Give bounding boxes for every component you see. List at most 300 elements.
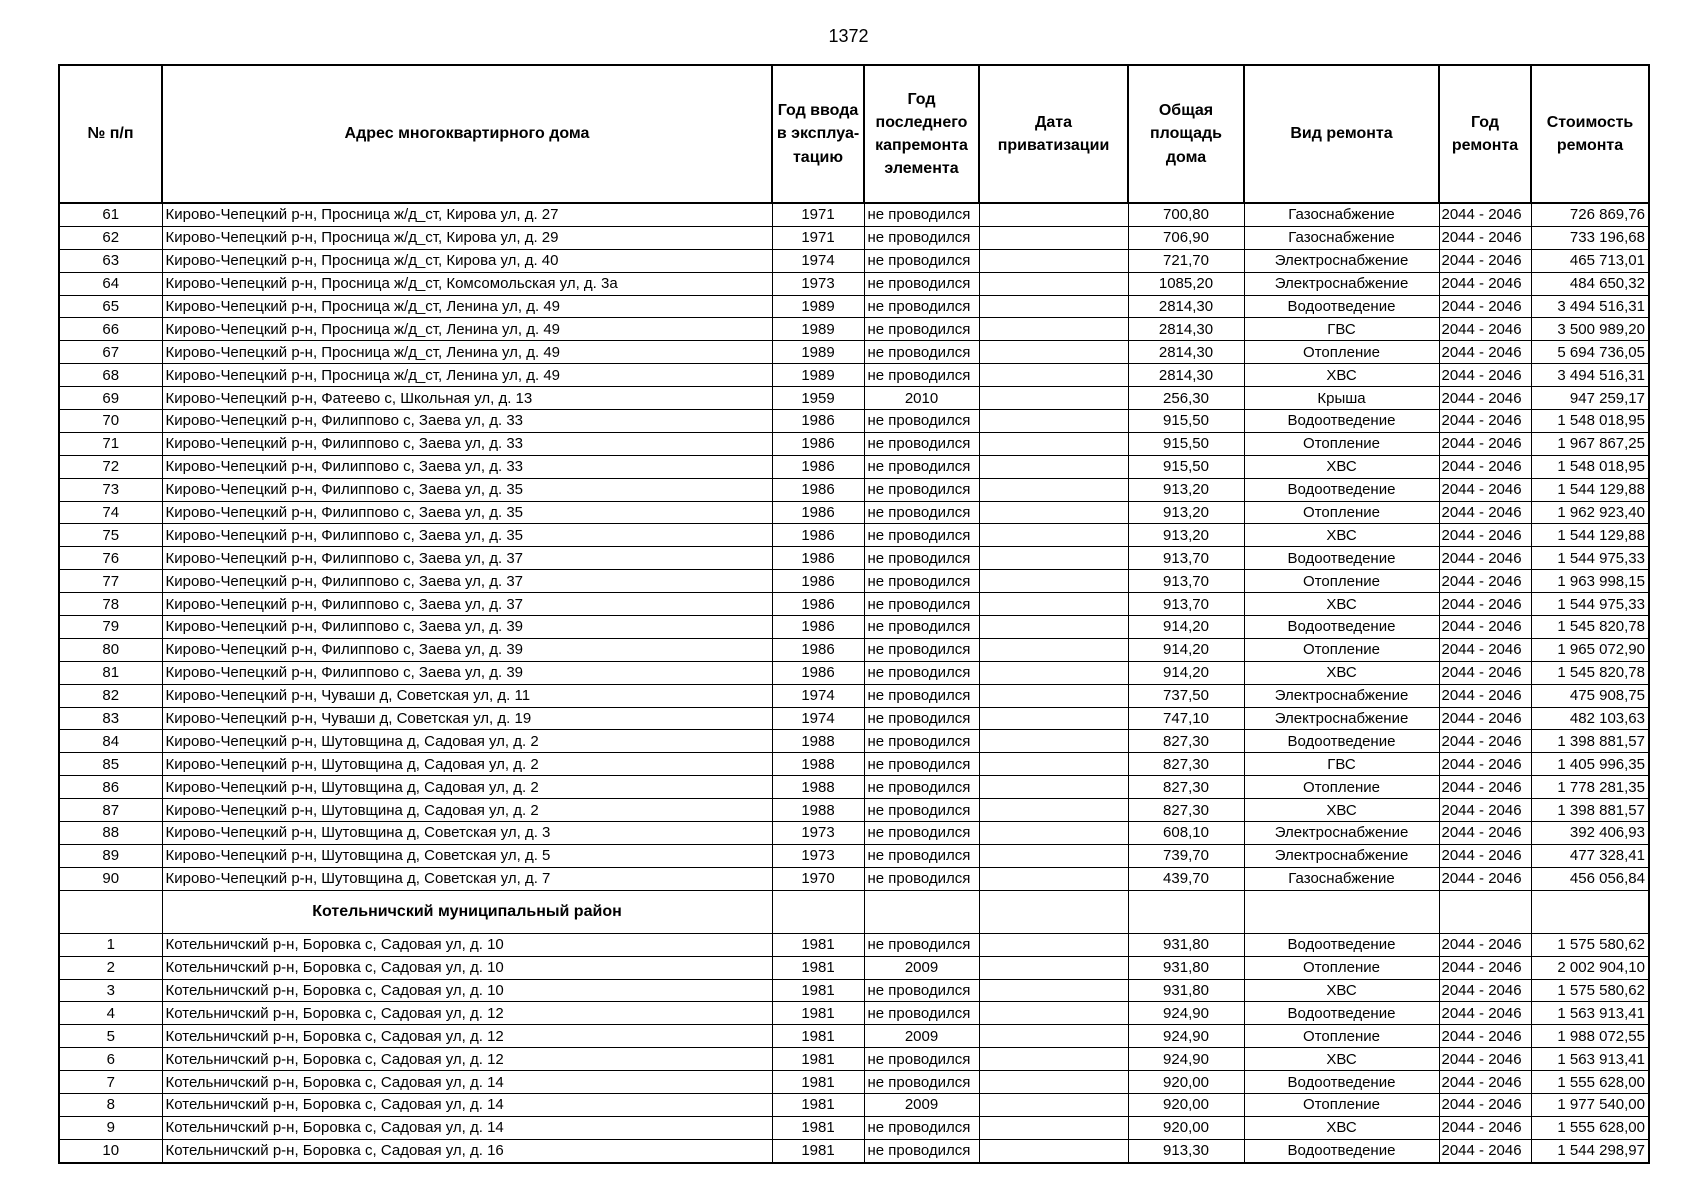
row-last-repair: не проводился: [864, 524, 979, 547]
row-year-commission: 1989: [772, 364, 864, 387]
row-privatization: [979, 341, 1128, 364]
row-year-commission: 1986: [772, 661, 864, 684]
row-cost: 1 778 281,35: [1531, 776, 1649, 799]
row-repair-period: 2044 - 2046: [1439, 570, 1531, 593]
row-cost: 1 977 540,00: [1531, 1093, 1649, 1116]
row-last-repair: не проводился: [864, 1002, 979, 1025]
row-year-commission: 1981: [772, 979, 864, 1002]
row-area: 920,00: [1128, 1093, 1244, 1116]
row-cost: 1 548 018,95: [1531, 455, 1649, 478]
header-privatization: Дата приватизации: [979, 65, 1128, 203]
row-repair-type: ХВС: [1244, 1048, 1439, 1071]
row-address: Котельничский р-н, Боровка с, Садовая ул, д. 12: [162, 1048, 772, 1071]
row-cost: 1 544 975,33: [1531, 593, 1649, 616]
row-repair-period: 2044 - 2046: [1439, 1093, 1531, 1116]
row-repair-type: Газоснабжение: [1244, 867, 1439, 890]
row-number: 89: [59, 844, 162, 867]
row-number: 63: [59, 249, 162, 272]
row-privatization: [979, 455, 1128, 478]
row-year-commission: 1981: [772, 1048, 864, 1071]
row-area: 2814,30: [1128, 318, 1244, 341]
row-privatization: [979, 979, 1128, 1002]
row-repair-period: 2044 - 2046: [1439, 547, 1531, 570]
table-row: [59, 524, 1649, 547]
row-repair-type: Электроснабжение: [1244, 822, 1439, 845]
row-repair-type: ХВС: [1244, 455, 1439, 478]
row-repair-period: 2044 - 2046: [1439, 661, 1531, 684]
row-repair-type: Отопление: [1244, 638, 1439, 661]
row-area: 747,10: [1128, 707, 1244, 730]
row-repair-type: Отопление: [1244, 341, 1439, 364]
row-last-repair: 2009: [864, 1093, 979, 1116]
row-last-repair: не проводился: [864, 272, 979, 295]
row-privatization: [979, 933, 1128, 956]
row-number: 61: [59, 203, 162, 226]
row-last-repair: не проводился: [864, 295, 979, 318]
section-cell-empty: [864, 890, 979, 933]
row-area: 721,70: [1128, 249, 1244, 272]
table-row: [59, 867, 1649, 890]
row-repair-type: Отопление: [1244, 501, 1439, 524]
row-last-repair: не проводился: [864, 933, 979, 956]
table-row: [59, 1048, 1649, 1071]
row-address: Кирово-Чепецкий р-н, Филиппово с, Заева ул, д. 33: [162, 410, 772, 433]
row-cost: 1 563 913,41: [1531, 1002, 1649, 1025]
row-repair-period: 2044 - 2046: [1439, 203, 1531, 226]
row-last-repair: не проводился: [864, 776, 979, 799]
section-body: [59, 890, 1649, 933]
row-privatization: [979, 387, 1128, 410]
page-number: 1372: [828, 26, 869, 46]
row-number: 68: [59, 364, 162, 387]
table-row: [59, 387, 1649, 410]
row-repair-period: 2044 - 2046: [1439, 455, 1531, 478]
row-last-repair: не проводился: [864, 203, 979, 226]
row-last-repair: 2010: [864, 387, 979, 410]
header-repair-type: Вид ремонта: [1244, 65, 1439, 203]
row-repair-period: 2044 - 2046: [1439, 753, 1531, 776]
row-cost: 477 328,41: [1531, 844, 1649, 867]
table-row: [59, 478, 1649, 501]
row-repair-period: 2044 - 2046: [1439, 1048, 1531, 1071]
row-privatization: [979, 1116, 1128, 1139]
row-area: 914,20: [1128, 616, 1244, 639]
row-last-repair: не проводился: [864, 547, 979, 570]
row-address: Кирово-Чепецкий р-н, Шутовщина д, Садовая ул, д. 2: [162, 799, 772, 822]
row-area: 913,20: [1128, 501, 1244, 524]
table-row: [59, 249, 1649, 272]
header-year-commission: Год ввода в эксплуа-тацию: [772, 65, 864, 203]
header-last-repair: Год последнего капремонта элемента: [864, 65, 979, 203]
row-address: Кирово-Чепецкий р-н, Филиппово с, Заева ул, д. 37: [162, 570, 772, 593]
row-area: 913,70: [1128, 570, 1244, 593]
row-cost: 475 908,75: [1531, 684, 1649, 707]
row-last-repair: не проводился: [864, 455, 979, 478]
row-year-commission: 1981: [772, 956, 864, 979]
row-area: 739,70: [1128, 844, 1244, 867]
row-last-repair: не проводился: [864, 1139, 979, 1162]
table-row: [59, 638, 1649, 661]
row-last-repair: не проводился: [864, 616, 979, 639]
row-repair-type: Водоотведение: [1244, 410, 1439, 433]
row-repair-period: 2044 - 2046: [1439, 933, 1531, 956]
row-number: 80: [59, 638, 162, 661]
header-cost: Стоимость ремонта: [1531, 65, 1649, 203]
row-number: 81: [59, 661, 162, 684]
row-cost: 1 545 820,78: [1531, 616, 1649, 639]
section-cell-empty: [772, 890, 864, 933]
row-number: 4: [59, 1002, 162, 1025]
table-row: [59, 226, 1649, 249]
row-number: 86: [59, 776, 162, 799]
row-area: 700,80: [1128, 203, 1244, 226]
row-repair-type: Отопление: [1244, 432, 1439, 455]
row-year-commission: 1971: [772, 226, 864, 249]
row-cost: 1 965 072,90: [1531, 638, 1649, 661]
row-privatization: [979, 364, 1128, 387]
row-repair-type: Отопление: [1244, 1093, 1439, 1116]
row-cost: 1 544 298,97: [1531, 1139, 1649, 1162]
row-number: 84: [59, 730, 162, 753]
row-year-commission: 1974: [772, 707, 864, 730]
row-last-repair: не проводился: [864, 979, 979, 1002]
table-row: [59, 455, 1649, 478]
row-year-commission: 1989: [772, 295, 864, 318]
row-repair-period: 2044 - 2046: [1439, 616, 1531, 639]
row-address: Кирово-Чепецкий р-н, Филиппово с, Заева ул, д. 33: [162, 432, 772, 455]
row-last-repair: не проводился: [864, 249, 979, 272]
row-privatization: [979, 410, 1128, 433]
row-address: Котельничский р-н, Боровка с, Садовая ул, д. 16: [162, 1139, 772, 1162]
table-row: [59, 730, 1649, 753]
row-privatization: [979, 1002, 1128, 1025]
row-number: 87: [59, 799, 162, 822]
row-area: 913,70: [1128, 593, 1244, 616]
row-year-commission: 1988: [772, 799, 864, 822]
row-repair-type: Газоснабжение: [1244, 226, 1439, 249]
row-repair-type: Отопление: [1244, 956, 1439, 979]
row-cost: 726 869,76: [1531, 203, 1649, 226]
row-repair-period: 2044 - 2046: [1439, 956, 1531, 979]
row-area: 737,50: [1128, 684, 1244, 707]
row-number: 3: [59, 979, 162, 1002]
row-address: Котельничский р-н, Боровка с, Садовая ул, д. 10: [162, 979, 772, 1002]
row-address: Кирово-Чепецкий р-н, Филиппово с, Заева ул, д. 33: [162, 455, 772, 478]
row-number: 8: [59, 1093, 162, 1116]
table-row: [59, 822, 1649, 845]
row-number: 69: [59, 387, 162, 410]
row-address: Кирово-Чепецкий р-н, Шутовщина д, Советская ул, д. 3: [162, 822, 772, 845]
row-last-repair: не проводился: [864, 799, 979, 822]
section-cell-empty: [1439, 890, 1531, 933]
row-privatization: [979, 616, 1128, 639]
table-row: [59, 501, 1649, 524]
row-repair-type: ГВС: [1244, 318, 1439, 341]
table-row: [59, 1116, 1649, 1139]
row-area: 913,70: [1128, 547, 1244, 570]
row-address: Котельничский р-н, Боровка с, Садовая ул, д. 12: [162, 1002, 772, 1025]
row-repair-type: ХВС: [1244, 1116, 1439, 1139]
row-cost: 1 967 867,25: [1531, 432, 1649, 455]
repair-schedule-table: [58, 64, 1650, 1164]
row-last-repair: не проводился: [864, 432, 979, 455]
section-cell-empty: [1531, 890, 1649, 933]
row-cost: 3 494 516,31: [1531, 295, 1649, 318]
row-area: 2814,30: [1128, 341, 1244, 364]
row-area: 913,20: [1128, 478, 1244, 501]
table-row: [59, 707, 1649, 730]
row-privatization: [979, 226, 1128, 249]
row-address: Котельничский р-н, Боровка с, Садовая ул, д. 14: [162, 1093, 772, 1116]
row-repair-period: 2044 - 2046: [1439, 478, 1531, 501]
row-area: 924,90: [1128, 1048, 1244, 1071]
row-year-commission: 1989: [772, 318, 864, 341]
table-row: [59, 432, 1649, 455]
row-privatization: [979, 1093, 1128, 1116]
row-privatization: [979, 844, 1128, 867]
table-row: [59, 776, 1649, 799]
row-area: 924,90: [1128, 1025, 1244, 1048]
row-repair-type: Водоотведение: [1244, 1002, 1439, 1025]
row-address: Кирово-Чепецкий р-н, Шутовщина д, Советская ул, д. 5: [162, 844, 772, 867]
row-year-commission: 1986: [772, 501, 864, 524]
row-repair-type: Водоотведение: [1244, 547, 1439, 570]
row-last-repair: не проводился: [864, 318, 979, 341]
row-address: Кирово-Чепецкий р-н, Филиппово с, Заева ул, д. 35: [162, 478, 772, 501]
row-repair-period: 2044 - 2046: [1439, 822, 1531, 845]
row-repair-type: Электроснабжение: [1244, 272, 1439, 295]
section-title: Котельничский муниципальный район: [162, 890, 772, 933]
row-address: Кирово-Чепецкий р-н, Филиппово с, Заева ул, д. 37: [162, 593, 772, 616]
row-area: 827,30: [1128, 753, 1244, 776]
row-repair-period: 2044 - 2046: [1439, 272, 1531, 295]
row-repair-period: 2044 - 2046: [1439, 1025, 1531, 1048]
row-area: 920,00: [1128, 1071, 1244, 1094]
row-repair-type: ХВС: [1244, 799, 1439, 822]
row-area: 915,50: [1128, 432, 1244, 455]
row-repair-type: Электроснабжение: [1244, 684, 1439, 707]
row-year-commission: 1981: [772, 1093, 864, 1116]
row-last-repair: не проводился: [864, 730, 979, 753]
row-cost: 3 494 516,31: [1531, 364, 1649, 387]
row-cost: 733 196,68: [1531, 226, 1649, 249]
header-num: № п/п: [59, 65, 162, 203]
row-address: Кирово-Чепецкий р-н, Филиппово с, Заева ул, д. 35: [162, 501, 772, 524]
row-number: 1: [59, 933, 162, 956]
row-area: 924,90: [1128, 1002, 1244, 1025]
row-year-commission: 1986: [772, 616, 864, 639]
row-address: Кирово-Чепецкий р-н, Чуваши д, Советская ул, д. 19: [162, 707, 772, 730]
row-year-commission: 1988: [772, 753, 864, 776]
row-last-repair: не проводился: [864, 684, 979, 707]
table-row: [59, 844, 1649, 867]
row-repair-type: Водоотведение: [1244, 1139, 1439, 1162]
row-repair-type: ХВС: [1244, 661, 1439, 684]
row-address: Котельничский р-н, Боровка с, Садовая ул, д. 10: [162, 933, 772, 956]
header-area: Общая площадь дома: [1128, 65, 1244, 203]
row-last-repair: не проводился: [864, 638, 979, 661]
row-last-repair: не проводился: [864, 570, 979, 593]
row-privatization: [979, 295, 1128, 318]
row-number: 65: [59, 295, 162, 318]
row-number: 88: [59, 822, 162, 845]
row-year-commission: 1959: [772, 387, 864, 410]
row-repair-type: Электроснабжение: [1244, 707, 1439, 730]
row-privatization: [979, 478, 1128, 501]
row-area: 931,80: [1128, 933, 1244, 956]
row-repair-period: 2044 - 2046: [1439, 707, 1531, 730]
row-cost: 1 555 628,00: [1531, 1116, 1649, 1139]
row-last-repair: не проводился: [864, 364, 979, 387]
row-privatization: [979, 1071, 1128, 1094]
row-last-repair: 2009: [864, 1025, 979, 1048]
table-row: [59, 933, 1649, 956]
row-year-commission: 1986: [772, 547, 864, 570]
row-repair-type: Водоотведение: [1244, 933, 1439, 956]
row-number: 6: [59, 1048, 162, 1071]
table-row: [59, 1002, 1649, 1025]
row-number: 64: [59, 272, 162, 295]
row-area: 920,00: [1128, 1116, 1244, 1139]
row-repair-period: 2044 - 2046: [1439, 867, 1531, 890]
row-repair-period: 2044 - 2046: [1439, 318, 1531, 341]
row-repair-period: 2044 - 2046: [1439, 1116, 1531, 1139]
table-row: [59, 410, 1649, 433]
row-cost: 484 650,32: [1531, 272, 1649, 295]
row-address: Котельничский р-н, Боровка с, Садовая ул, д. 10: [162, 956, 772, 979]
row-cost: 1 575 580,62: [1531, 933, 1649, 956]
row-privatization: [979, 272, 1128, 295]
table-body-part2: [59, 933, 1649, 1162]
row-cost: 1 544 129,88: [1531, 524, 1649, 547]
row-address: Кирово-Чепецкий р-н, Филиппово с, Заева ул, д. 39: [162, 661, 772, 684]
row-cost: 1 405 996,35: [1531, 753, 1649, 776]
row-cost: 3 500 989,20: [1531, 318, 1649, 341]
row-privatization: [979, 547, 1128, 570]
row-privatization: [979, 1025, 1128, 1048]
row-privatization: [979, 524, 1128, 547]
table-row: [59, 295, 1649, 318]
table-row: [59, 203, 1649, 226]
row-privatization: [979, 638, 1128, 661]
row-number: 83: [59, 707, 162, 730]
row-last-repair: не проводился: [864, 501, 979, 524]
row-privatization: [979, 707, 1128, 730]
row-number: 10: [59, 1139, 162, 1162]
row-privatization: [979, 799, 1128, 822]
row-cost: 1 962 923,40: [1531, 501, 1649, 524]
row-address: Кирово-Чепецкий р-н, Просница ж/д_ст, Ленина ул, д. 49: [162, 295, 772, 318]
row-privatization: [979, 661, 1128, 684]
row-address: Кирово-Чепецкий р-н, Чуваши д, Советская ул, д. 11: [162, 684, 772, 707]
header-repair-year: Год ремонта: [1439, 65, 1531, 203]
row-area: 2814,30: [1128, 295, 1244, 318]
row-year-commission: 1986: [772, 455, 864, 478]
row-number: 90: [59, 867, 162, 890]
row-cost: 1 555 628,00: [1531, 1071, 1649, 1094]
row-number: 71: [59, 432, 162, 455]
table-row: [59, 593, 1649, 616]
row-privatization: [979, 249, 1128, 272]
row-area: 913,20: [1128, 524, 1244, 547]
row-repair-type: ХВС: [1244, 979, 1439, 1002]
row-cost: 1 563 913,41: [1531, 1048, 1649, 1071]
row-last-repair: не проводился: [864, 593, 979, 616]
row-year-commission: 1981: [772, 1071, 864, 1094]
table-row: [59, 799, 1649, 822]
row-repair-period: 2044 - 2046: [1439, 364, 1531, 387]
table-row: [59, 1139, 1649, 1162]
row-address: Котельничский р-н, Боровка с, Садовая ул, д. 14: [162, 1116, 772, 1139]
table-row: [59, 753, 1649, 776]
table-row: [59, 661, 1649, 684]
row-privatization: [979, 1139, 1128, 1162]
row-year-commission: 1974: [772, 249, 864, 272]
table-row: [59, 570, 1649, 593]
row-year-commission: 1973: [772, 844, 864, 867]
row-area: 1085,20: [1128, 272, 1244, 295]
row-repair-type: Газоснабжение: [1244, 203, 1439, 226]
row-year-commission: 1986: [772, 593, 864, 616]
row-number: 75: [59, 524, 162, 547]
section-row: [59, 890, 1649, 933]
row-area: 706,90: [1128, 226, 1244, 249]
row-number: 66: [59, 318, 162, 341]
row-number: 77: [59, 570, 162, 593]
row-repair-type: Отопление: [1244, 776, 1439, 799]
row-repair-type: ГВС: [1244, 753, 1439, 776]
row-year-commission: 1973: [772, 272, 864, 295]
row-address: Кирово-Чепецкий р-н, Шутовщина д, Садовая ул, д. 2: [162, 730, 772, 753]
row-repair-type: Водоотведение: [1244, 1071, 1439, 1094]
header-address: Адрес многоквартирного дома: [162, 65, 772, 203]
row-area: 915,50: [1128, 410, 1244, 433]
row-last-repair: не проводился: [864, 822, 979, 845]
row-address: Кирово-Чепецкий р-н, Просница ж/д_ст, Ленина ул, д. 49: [162, 318, 772, 341]
row-number: 76: [59, 547, 162, 570]
row-cost: 1 544 975,33: [1531, 547, 1649, 570]
row-repair-period: 2044 - 2046: [1439, 684, 1531, 707]
row-year-commission: 1981: [772, 1139, 864, 1162]
row-year-commission: 1971: [772, 203, 864, 226]
row-number: 73: [59, 478, 162, 501]
row-repair-period: 2044 - 2046: [1439, 799, 1531, 822]
section-cell-num: [59, 890, 162, 933]
row-cost: 1 988 072,55: [1531, 1025, 1649, 1048]
row-address: Кирово-Чепецкий р-н, Шутовщина д, Садовая ул, д. 2: [162, 753, 772, 776]
row-cost: 2 002 904,10: [1531, 956, 1649, 979]
row-repair-period: 2044 - 2046: [1439, 1139, 1531, 1162]
row-address: Котельничский р-н, Боровка с, Садовая ул, д. 12: [162, 1025, 772, 1048]
table-row: [59, 956, 1649, 979]
table-row: [59, 318, 1649, 341]
row-year-commission: 1981: [772, 1116, 864, 1139]
row-address: Кирово-Чепецкий р-н, Фатеево с, Школьная ул, д. 13: [162, 387, 772, 410]
table-row: [59, 1071, 1649, 1094]
row-number: 7: [59, 1071, 162, 1094]
row-cost: 1 963 998,15: [1531, 570, 1649, 593]
row-address: Кирово-Чепецкий р-н, Филиппово с, Заева ул, д. 39: [162, 616, 772, 639]
row-cost: 5 694 736,05: [1531, 341, 1649, 364]
section-cell-empty: [979, 890, 1128, 933]
row-address: Кирово-Чепецкий р-н, Просница ж/д_ст, Ленина ул, д. 49: [162, 341, 772, 364]
row-repair-type: Электроснабжение: [1244, 844, 1439, 867]
row-year-commission: 1986: [772, 478, 864, 501]
row-repair-period: 2044 - 2046: [1439, 776, 1531, 799]
row-year-commission: 1981: [772, 1025, 864, 1048]
row-repair-period: 2044 - 2046: [1439, 295, 1531, 318]
row-privatization: [979, 684, 1128, 707]
